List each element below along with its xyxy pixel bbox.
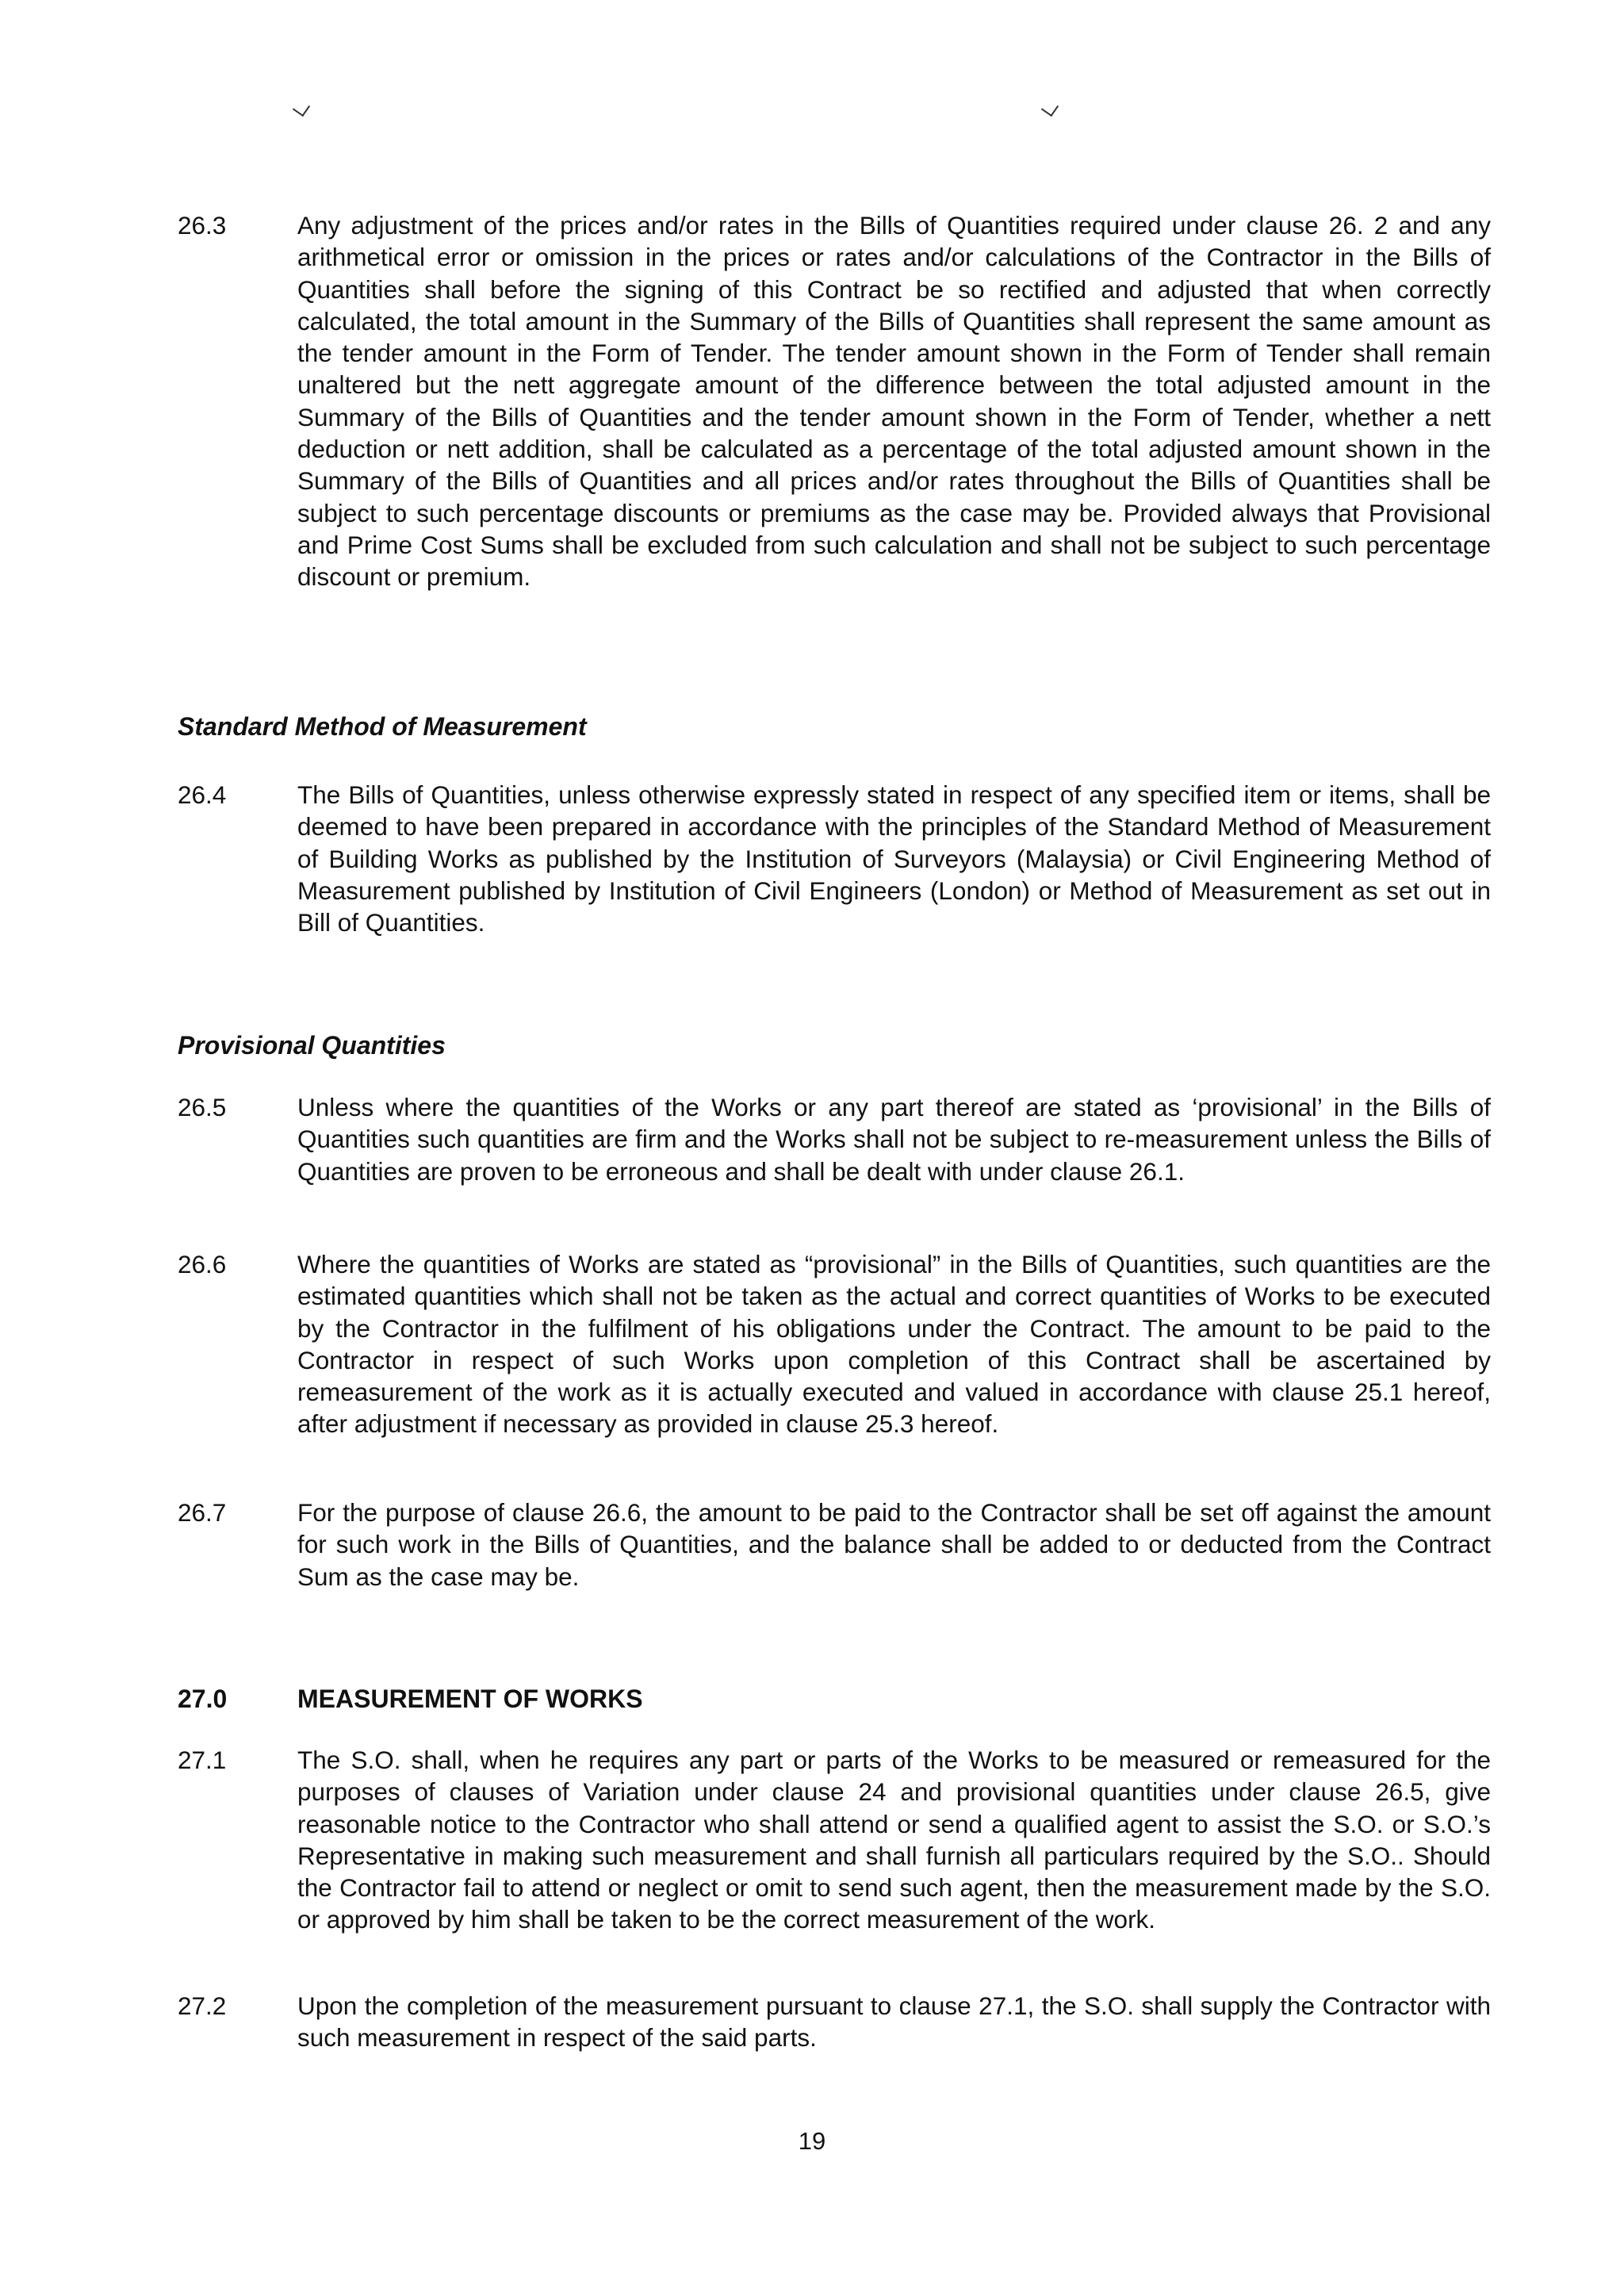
- page-number: 19: [798, 2127, 826, 2155]
- clause-text: Unless where the quantities of the Works or any part thereof are stated as ‘provisional’ in the Bills of Quantities such quantities are firm and the Works shall not be subject to re-measurement unless the Bills of Quantities are proven to be erroneous and shall be dealt with under clause 26.1.: [297, 1093, 1491, 1186]
- section-heading-27: [178, 1683, 643, 1715]
- tick-mark-icon: [1041, 99, 1059, 117]
- section-title: MEASUREMENT OF WORKS: [297, 1685, 643, 1713]
- tick-mark-icon: [293, 99, 310, 117]
- clause-27-2: [178, 1990, 1491, 2054]
- clause-text: The S.O. shall, when he requires any part or parts of the Works to be measured or remeasured for the purposes of clauses of Variation under clause 24 and provisional quantities under clause 26.5, give reasonable notice to the Contractor who shall attend or send a qualified agent to assist the S.O. or S.O.’s Representative in making such measurement and shall furnish all particulars required by the S.O.. Should the Contractor fail to attend or neglect or omit to send such agent, then the measurement made by the S.O. or approved by him shall be taken to be the correct measurement of the work.: [297, 1746, 1491, 1934]
- clause-26-6: [178, 1248, 1491, 1440]
- clause-text: For the purpose of clause 26.6, the amount to be paid to the Contractor shall be set off against the amount for such work in the Bills of Quantities, and the balance shall be added to or deducted from the Contract Sum as the case may be.: [297, 1498, 1491, 1591]
- clause-number: 26.3: [178, 211, 227, 240]
- clause-number: 26.6: [178, 1250, 227, 1278]
- clause-26-5: [178, 1091, 1491, 1187]
- clause-number: 26.7: [178, 1498, 227, 1527]
- clause-text: Any adjustment of the prices and/or rates in the Bills of Quantities required under clause 26. 2 and any arithmetical error or omission in the prices or rates and/or calculations of the Contractor in the Bills of Quantities shall before the signing of this Contract be so rectified and adjusted that when correctly calculated, the total amount in the Summary of the Bills of Quantities shall represent the same amount as the tender amount in the Form of Tender. The tender amount shown in the Form of Tender shall remain unaltered but the nett aggregate amount of the difference between the total adjusted amount in the Summary of the Bills of Quantities and the tender amount shown in the Form of Tender, whether a nett deduction or nett addition, shall be calculated as a percentage of the total adjusted amount shown in the Summary of the Bills of Quantities and all prices and/or rates throughout the Bills of Quantities shall be subject to such percentage discounts or premiums as the case may be. Provided always that Provisional and Prime Cost Sums shall be excluded from such calculation and shall not be subject to such percentage discount or premium.: [297, 211, 1491, 592]
- clause-number: 26.4: [178, 780, 227, 809]
- heading-provisional-quantities: Provisional Quantities: [178, 1031, 446, 1060]
- clause-26-4: [178, 779, 1491, 938]
- clause-text: Where the quantities of Works are stated as “provisional” in the Bills of Quantities, such quantities are the estimated quantities which shall not be taken as the actual and correct quantities of Works to be executed by the Contractor in the fulfilment of his obligations under the Contract. The amount to be paid to the Contractor in respect of such Works upon completion of this Contract shall be ascertained by remeasurement of the work as it is actually executed and valued in accordance with clause 25.1 hereof, after adjustment if necessary as provided in clause 25.3 hereof.: [297, 1250, 1491, 1439]
- clause-text: The Bills of Quantities, unless otherwise expressly stated in respect of any specified item or items, shall be deemed to have been prepared in accordance with the principles of the Standard Method of Measurement of Building Works as published by the Institution of Surveyors (Malaysia) or Civil Engineering Method of Measurement published by Institution of Civil Engineers (London) or Method of Measurement as set out in Bill of Quantities.: [297, 780, 1491, 937]
- clause-26-7: [178, 1497, 1491, 1593]
- clause-number: 27.2: [178, 1991, 227, 2020]
- heading-standard-method: Standard Method of Measurement: [178, 712, 587, 741]
- clause-number: 27.1: [178, 1746, 227, 1774]
- clause-text: Upon the completion of the measurement pursuant to clause 27.1, the S.O. shall supply the Contractor with such measurement in respect of the said parts.: [297, 1991, 1491, 2053]
- clause-number: 26.5: [178, 1093, 227, 1121]
- clause-26-3: [178, 209, 1491, 593]
- clause-27-1: [178, 1744, 1491, 1936]
- section-number: 27.0: [178, 1685, 228, 1713]
